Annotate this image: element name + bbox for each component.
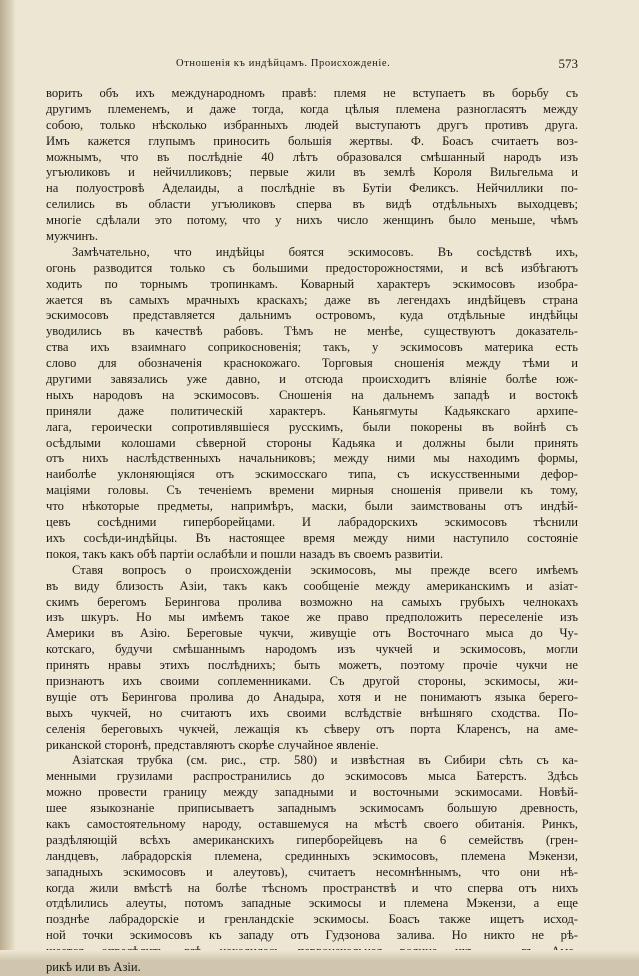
- text-line: ныхъ народовъ на эскимосовъ. Сношенія на дальнемъ западѣ и востокѣ: [46, 387, 578, 402]
- paragraph: [46, 86, 578, 245]
- text-line: риканской сторонѣ, представляютъ скорѣе случайное явленіе.: [46, 737, 379, 752]
- text-line: ландцевъ, лабрадорскія племена, срединныхъ эскимосовъ, племена Мэкензи,: [46, 848, 578, 863]
- text-line: приняли даже политическій характеръ. Каньягмуты Кадьякскаго архипе-: [46, 403, 578, 418]
- text-line: скимъ берегомъ Берингова пролива возможно на самыхъ грубыхъ челнокахъ: [46, 594, 578, 609]
- text-line: можнымъ, что въ послѣдніе 40 лѣтъ образовался смѣшанный народъ изъ: [46, 149, 578, 164]
- page-edge: [0, 950, 639, 960]
- paragraph: [46, 753, 578, 975]
- text-line: жается въ самыхъ мрачныхъ краскахъ; даже въ легендахъ индѣйцевъ страна: [46, 292, 578, 307]
- body-text: [46, 86, 578, 976]
- text-line: принять нравы этихъ послѣднихъ; быть можетъ, поэтому прочіе чукчи не: [46, 658, 578, 673]
- text-line: селились въ области угъюликовъ сперва въ видѣ отдѣльныхъ выходцевъ;: [46, 197, 578, 212]
- text-line: на полуостровѣ Аделаиды, а послѣдніе въ Бутіи Феликсъ. Нейчиллики по-: [46, 181, 578, 196]
- running-head: [46, 58, 578, 76]
- text-line: ной точки эскимосовъ къ западу отъ Гудзонова залива. Но никто не рѣ-: [46, 928, 578, 943]
- text-line: можно провести границу между западными и восточными эскимосами. Новѣй-: [46, 785, 578, 800]
- text-line: какъ самостоятельному народу, оставшемуся на мѣстѣ своего обитанія. Ринкъ,: [46, 816, 578, 831]
- text-line: изъ шкуръ. Но мы имѣемъ такое же право предположить переселеніе изъ: [46, 610, 578, 625]
- text-line: раздѣляющій всѣхъ американскихъ гиперборейцевъ на 6 семействъ (грен-: [46, 832, 578, 847]
- text-line: котскаго, будучи смѣшаннымъ народомъ изъ чукчей и эскимосовъ, могли: [46, 642, 578, 657]
- text-line: слово для обозначенія краснокожаго. Торговыя сношенія между тѣми и: [46, 356, 578, 371]
- text-line: ворить объ ихъ международномъ правѣ: племя не вступаетъ въ борьбу съ: [46, 86, 578, 100]
- text-line: ства ихъ взаимнаго соприкосновенія; такъ, у эскимосовъ материка есть: [46, 340, 578, 355]
- text-line: другимъ племенемъ, и даже тогда, когда цѣлыя племена разногласятъ между: [46, 101, 578, 116]
- text-line: отъ нихъ наслѣдственныхъ начальниковъ; между ними мы находимъ формы,: [46, 451, 578, 466]
- paragraph: [46, 245, 578, 563]
- text-line: эскимосовъ представляется дальнимъ островомъ, куда отдѣльные индѣйцы: [46, 308, 578, 323]
- text-line: западныхъ эскимосовъ и алеутовъ), считаетъ несомнѣннымъ, что они нѣ-: [46, 864, 578, 879]
- text-line: ходить по торнымъ тропинкамъ. Коварный характеръ эскимосовъ изобра-: [46, 276, 578, 291]
- text-line: лага, героически сопротивлявшіеся русскимъ, были покорены въ войнѣ съ: [46, 419, 578, 434]
- text-line: признаютъ ихъ своими соплеменниками. Съ другой стороны, эскимосы, жи-: [46, 673, 578, 688]
- text-line: маціями головы. Съ теченіемъ времени мирныя сношенія привели къ тому,: [46, 483, 578, 498]
- text-line: Америки въ Азію. Береговые чукчи, живущіе отъ Восточнаго мыса до Чу-: [46, 626, 578, 641]
- text-line: другими завязались уже давно, и отсюда происходитъ вліяніе болѣе юж-: [46, 372, 578, 387]
- page-number: 573: [558, 56, 578, 71]
- text-line: покоя, такъ какъ обѣ партіи ослабѣли и пошли назадъ въ своемъ развитіи.: [46, 546, 444, 561]
- text-line: вущіе отъ Берингова пролива до Анадыра, хотя и не понимаютъ языка берего-: [46, 689, 578, 704]
- text-line: огонь разводится только съ большими предосторожностями, и всѣ избѣгаютъ: [46, 260, 578, 275]
- running-title: Отношенія къ индѣйцамъ. Происхожденіе.: [176, 58, 391, 69]
- text-line: Азіатская трубка (см. рис., стр. 580) и извѣстная въ Сибири сѣть съ ка-: [72, 753, 578, 768]
- text-line: выхъ чукчей, но считаютъ ихъ своими вслѣдствіе внѣшняго сходства. По-: [46, 705, 578, 720]
- paragraph: [46, 563, 578, 754]
- text-line: угъюликовъ и нейчилликовъ; первые жили въ землѣ Короля Вильгельма и: [46, 165, 578, 180]
- text-line: въ виду близость Азіи, такъ какъ сообщеніе между американскимъ и азіат-: [46, 578, 578, 593]
- text-line: шее языкознаніе приписываетъ западнымъ эскимосамъ большую древность,: [46, 801, 578, 816]
- text-line: цевъ сосѣдними гиперборейцами. И лабрадорскихъ эскимосовъ тѣснили: [46, 515, 578, 530]
- text-line: уводились въ качествѣ рабовъ. Тѣмъ не менѣе, существуютъ доказатель-: [46, 324, 578, 339]
- text-line: Имъ кажется глупымъ приносить большія жертвы. Ф. Боасъ считаетъ воз-: [46, 133, 578, 148]
- text-line: менными грузилами распространились до эскимосовъ мыса Батерстъ. Здѣсь: [46, 769, 578, 784]
- text-line: что нѣкоторые предметы, напримѣръ, маски, были заимствованы отъ индѣй-: [46, 499, 578, 514]
- text-line: отдѣлились алеуты, потомъ западные эскимосы и племена Мэкензи, а еще: [46, 896, 578, 911]
- text-line: многіе сдѣлали это потому, что у нихъ число женщинъ было меньше, чѣмъ: [46, 213, 578, 228]
- text-line: рикѣ или въ Азіи.: [46, 959, 141, 974]
- text-line: Замѣчательно, что индѣйцы боятся эскимосовъ. Въ сосѣдствѣ ихъ,: [72, 244, 578, 259]
- text-line: собою, только нѣсколько избранныхъ людей выступаютъ другъ противъ друга.: [46, 117, 578, 132]
- text-line: селенія береговыхъ чукчей, лежащія къ сѣверу отъ порта Кларенсъ, на аме-: [46, 721, 578, 736]
- text-line: позднѣе лабрадорскіе и гренландскіе эскимосы. Боасъ также ищетъ исход-: [46, 912, 578, 927]
- binding-gutter: [0, 0, 16, 960]
- text-line: осѣдлыми колошами сѣверной стороны Кадьяка и должны были принять: [46, 435, 578, 450]
- text-line: мужчинъ.: [46, 229, 98, 244]
- text-line: наиболѣе уклоняющіяся отъ эскимосскаго типа, съ искусственными дефор-: [46, 467, 578, 482]
- text-line: ихъ сосѣди-индѣйцы. Въ настоящее время между ними наступило состояніе: [46, 530, 578, 545]
- text-line: когда жили вмѣстѣ на болѣе тѣсномъ пространствѣ и что сперва отъ нихъ: [46, 880, 578, 895]
- text-line: Ставя вопросъ о происхожденіи эскимосовъ, мы прежде всего имѣемъ: [72, 562, 578, 577]
